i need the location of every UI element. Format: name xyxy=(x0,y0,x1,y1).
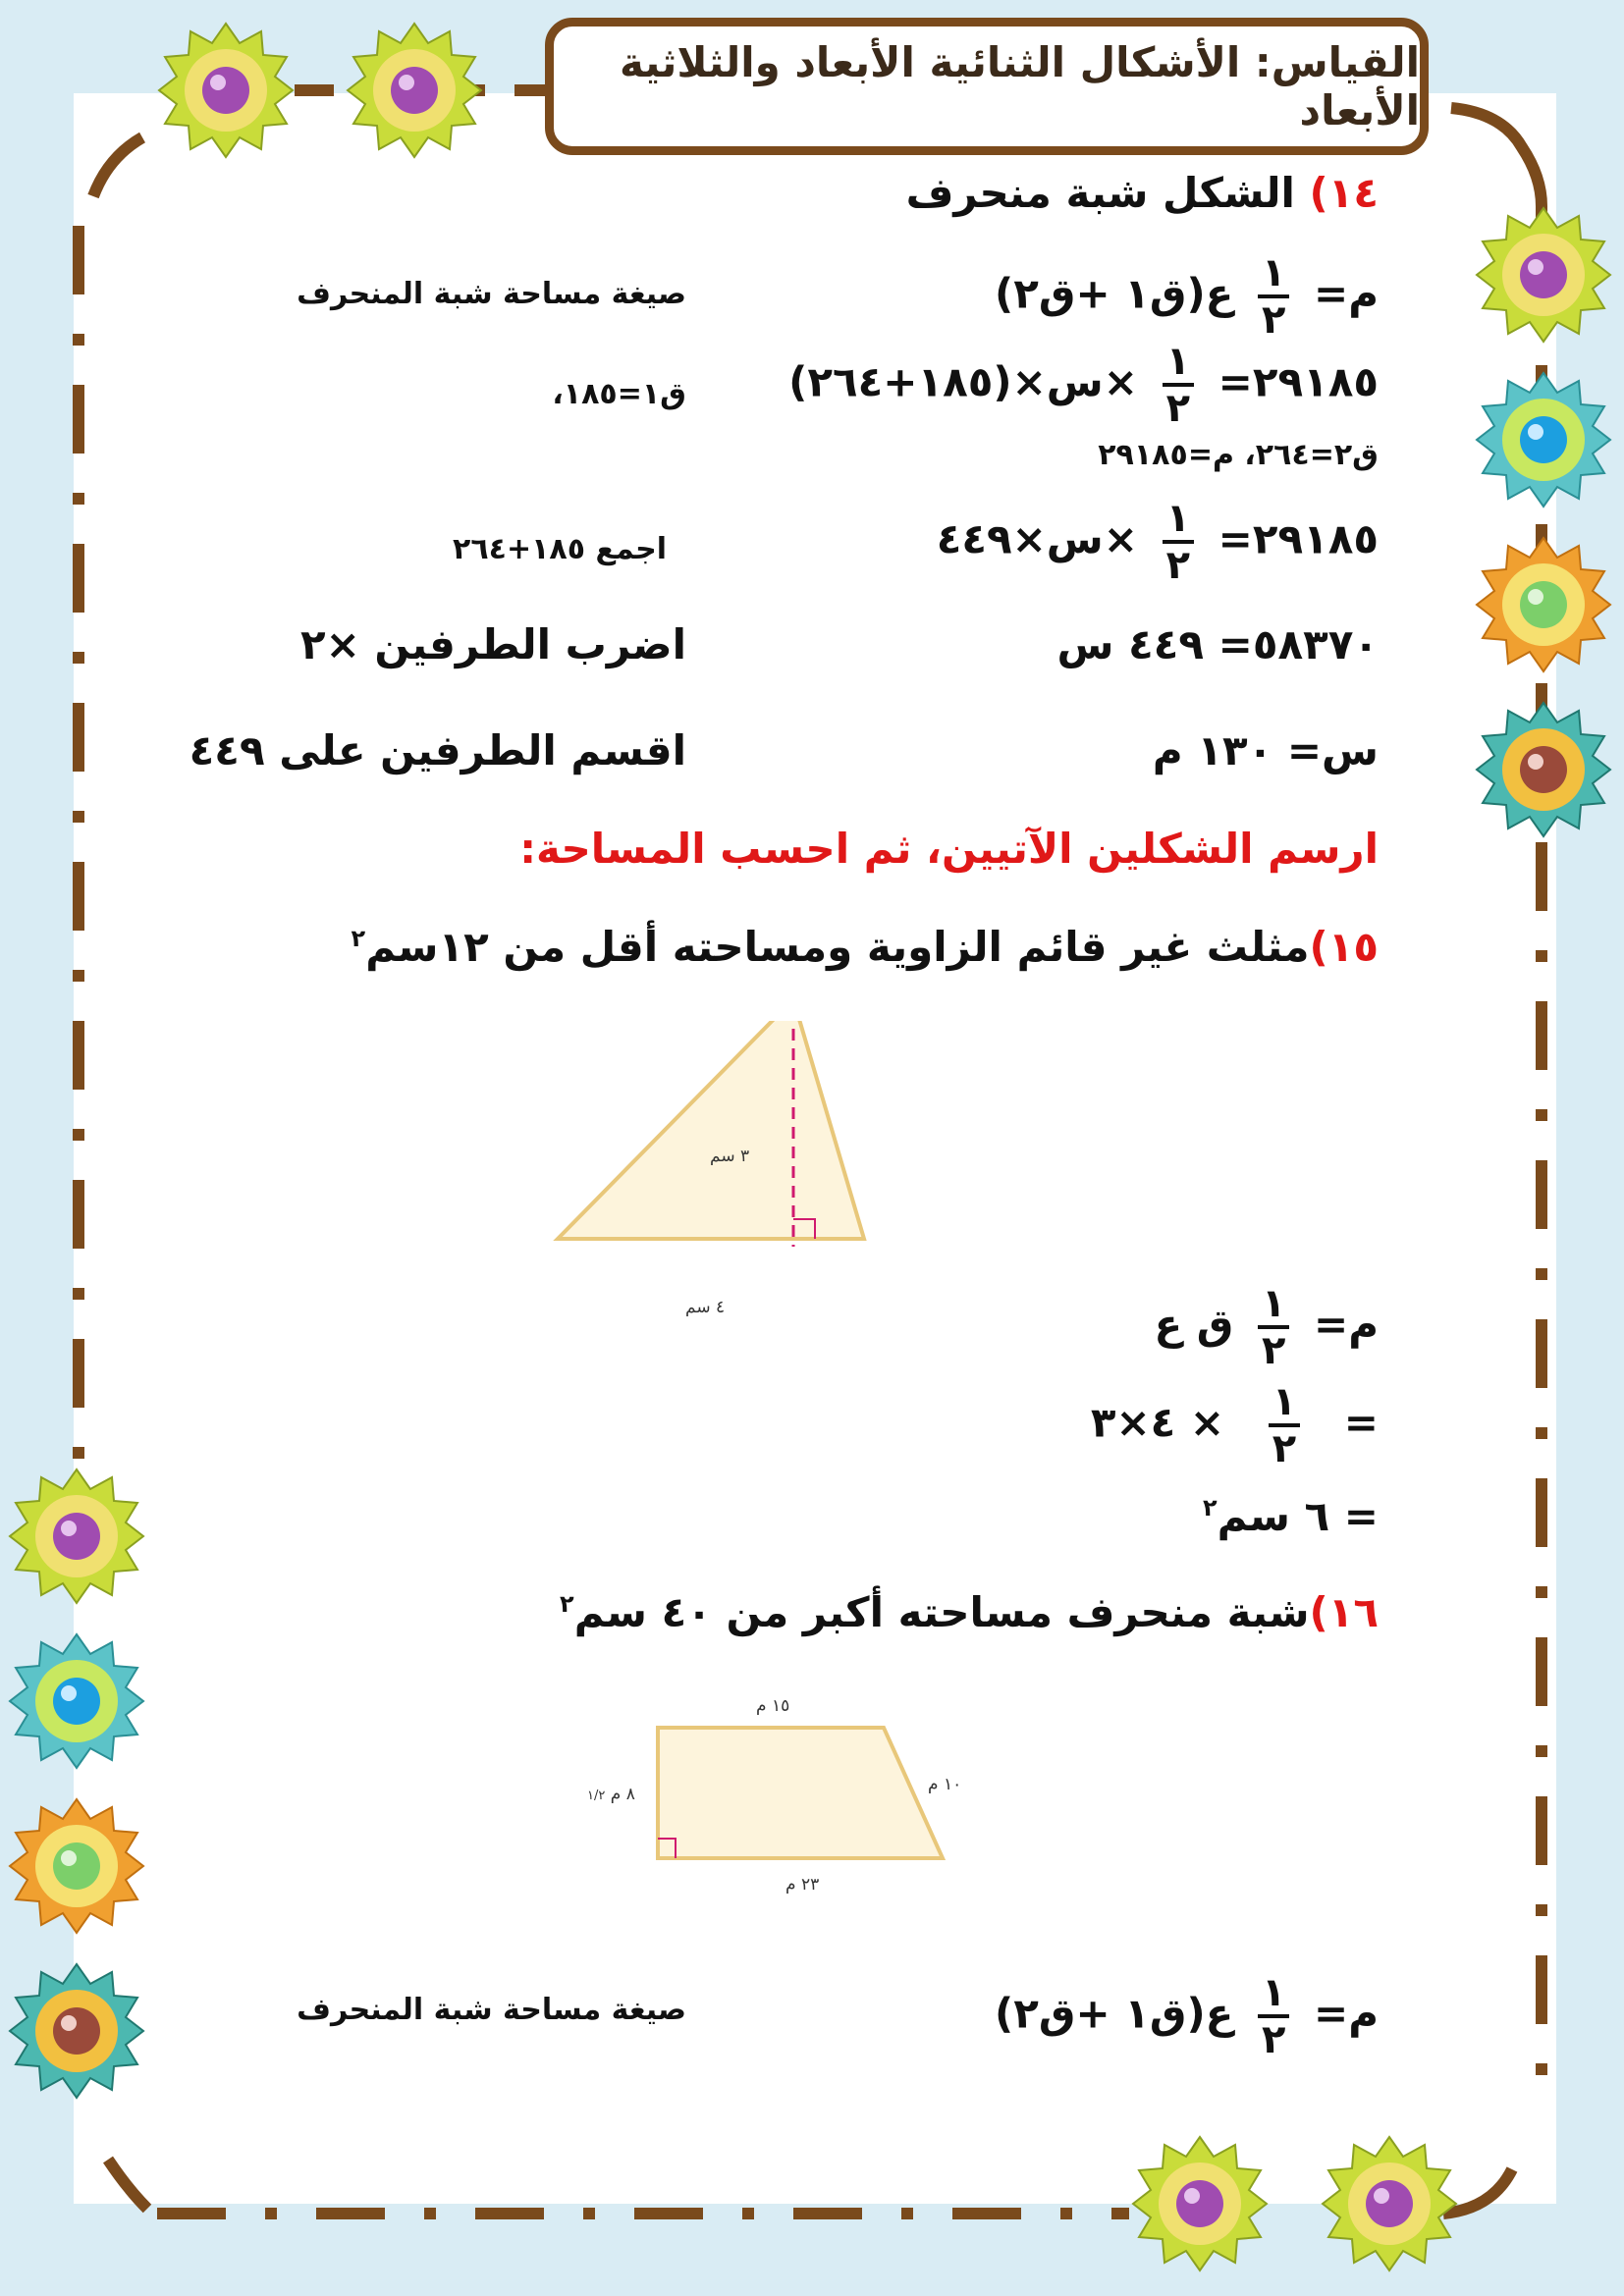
q15-line1 xyxy=(1154,1281,1379,1373)
flower-decoration-icon xyxy=(1475,536,1612,673)
q14-step4: س= ١٣٠ م xyxy=(1152,726,1379,774)
q14-step1-note: ق١=١٨٥، xyxy=(552,377,686,411)
q16-number: ١٦) xyxy=(1309,1588,1379,1636)
fraction-denominator: ٢ xyxy=(1165,543,1190,588)
q14-step2 xyxy=(936,496,1379,588)
trapezoid-bottom-label: ٢٣ م xyxy=(785,1875,820,1895)
formula-rhs: ع(ق١ +ق٢) xyxy=(995,269,1234,318)
step1-lhs: ٢٩١٨٥= xyxy=(1218,357,1379,406)
fraction-denominator: ٢ xyxy=(1261,297,1286,343)
q14-step1-note2: ق٢=٢٦٤، م=٢٩١٨٥ xyxy=(1098,438,1379,472)
q14-title: الشكل شبة منحرف xyxy=(905,169,1295,217)
line2-lhs: = xyxy=(1343,1398,1379,1447)
fraction-denominator: ٢ xyxy=(1261,2017,1286,2062)
squared-superscript: ٢ xyxy=(351,925,366,952)
q15-number: ١٥) xyxy=(1309,923,1379,971)
q15-title: مثلث غير قائم الزاوية ومساحته أقل من ١٢سم xyxy=(365,923,1310,971)
lesson-title: القياس: الأشكال الثنائية الأبعاد والثلاثية الأبعاد xyxy=(620,38,1420,134)
flower-decoration-icon xyxy=(8,1632,145,1770)
squared-superscript: ٢ xyxy=(1203,1494,1218,1522)
line3-text: = ٦ سم xyxy=(1217,1492,1379,1540)
squared-superscript: ٢ xyxy=(560,1590,574,1618)
flower-decoration-icon xyxy=(157,22,295,159)
flower-decoration-icon xyxy=(1475,371,1612,508)
lesson-title-box xyxy=(545,18,1429,155)
trapezoid-height-fraction: ١/٢ xyxy=(587,1789,606,1803)
triangle-height-label: ٣ سم xyxy=(710,1147,750,1166)
fraction-half xyxy=(1258,1281,1289,1373)
fraction-numerator: ١ xyxy=(1258,1284,1289,1329)
q14-heading xyxy=(906,169,1379,217)
flower-decoration-icon xyxy=(1131,2135,1269,2272)
q15-line3 xyxy=(1203,1492,1379,1540)
q16-title: شبة منحرف مساحته أكبر من ٤٠ سم xyxy=(573,1588,1310,1636)
fraction-half xyxy=(1258,1970,1289,2062)
trapezoid-figure xyxy=(648,1723,952,1865)
fraction-half xyxy=(1258,250,1289,343)
q14-step2-note: اجمع ١٨٥+٢٦٤ xyxy=(453,532,667,566)
line1-lhs: م= xyxy=(1314,1300,1379,1349)
triangle-shape xyxy=(558,1021,864,1239)
flower-decoration-icon xyxy=(8,1797,145,1935)
fraction-denominator: ٢ xyxy=(1272,1426,1297,1471)
q16-formula xyxy=(995,1970,1379,2062)
q15-heading xyxy=(352,923,1379,971)
step1-rhs: ×س×(١٨٥+٢٦٤) xyxy=(788,357,1138,406)
flower-decoration-icon xyxy=(1321,2135,1458,2272)
fraction-denominator: ٢ xyxy=(1165,386,1190,431)
fraction-numerator: ١ xyxy=(1258,1973,1289,2018)
q14-number: ١٤) xyxy=(1309,169,1379,217)
fraction-half xyxy=(1163,339,1194,431)
q14-step3: ٥٨٣٧٠= ٤٤٩ س xyxy=(1056,620,1379,668)
trapezoid-height-value: ٨ م xyxy=(610,1785,635,1804)
flower-decoration-icon xyxy=(8,1962,145,2100)
line2-rhs: × ٤×٣ xyxy=(1090,1398,1225,1447)
fraction-half xyxy=(1163,496,1194,588)
q15-line2 xyxy=(1090,1379,1379,1471)
q14-step4-note: اقسم الطرفين على ٤٤٩ xyxy=(189,726,686,774)
flower-decoration-icon xyxy=(1475,701,1612,838)
formula-rhs: ع(ق١ +ق٢) xyxy=(995,1989,1234,2038)
triangle-base-label: ٤ سم xyxy=(685,1298,726,1317)
trapezoid-height-label xyxy=(587,1785,635,1804)
fraction-half xyxy=(1269,1379,1300,1471)
flower-decoration-icon xyxy=(1475,206,1612,344)
step2-lhs: ٢٩١٨٥= xyxy=(1218,514,1379,563)
fraction-numerator: ١ xyxy=(1163,342,1194,387)
q14-step1 xyxy=(788,339,1379,431)
fraction-numerator: ١ xyxy=(1163,499,1194,544)
q14-formula xyxy=(995,250,1379,343)
q14-step3-note: اضرب الطرفين ×٢ xyxy=(299,620,686,668)
q16-formula-note: صيغة مساحة شبة المنحرف xyxy=(297,1993,686,2027)
flower-decoration-icon xyxy=(346,22,483,159)
step2-rhs: ×س×٤٤٩ xyxy=(936,514,1138,563)
fraction-numerator: ١ xyxy=(1258,253,1289,298)
line1-rhs: ق ع xyxy=(1154,1300,1234,1349)
instruction-text: ارسم الشكلين الآتيين، ثم احسب المساحة: xyxy=(519,825,1379,873)
formula-lhs: م= xyxy=(1314,269,1379,318)
triangle-figure xyxy=(550,1021,884,1247)
trapezoid-side-label: ١٠ م xyxy=(928,1775,962,1794)
q16-heading xyxy=(560,1588,1379,1636)
fraction-denominator: ٢ xyxy=(1261,1328,1286,1373)
flower-decoration-icon xyxy=(8,1468,145,1605)
trapezoid-top-label: ١٥ م xyxy=(756,1696,790,1716)
trapezoid-shape xyxy=(658,1728,943,1858)
fraction-numerator: ١ xyxy=(1269,1382,1300,1427)
formula-lhs: م= xyxy=(1314,1989,1379,2038)
q14-formula-note: صيغة مساحة شبة المنحرف xyxy=(297,277,686,311)
